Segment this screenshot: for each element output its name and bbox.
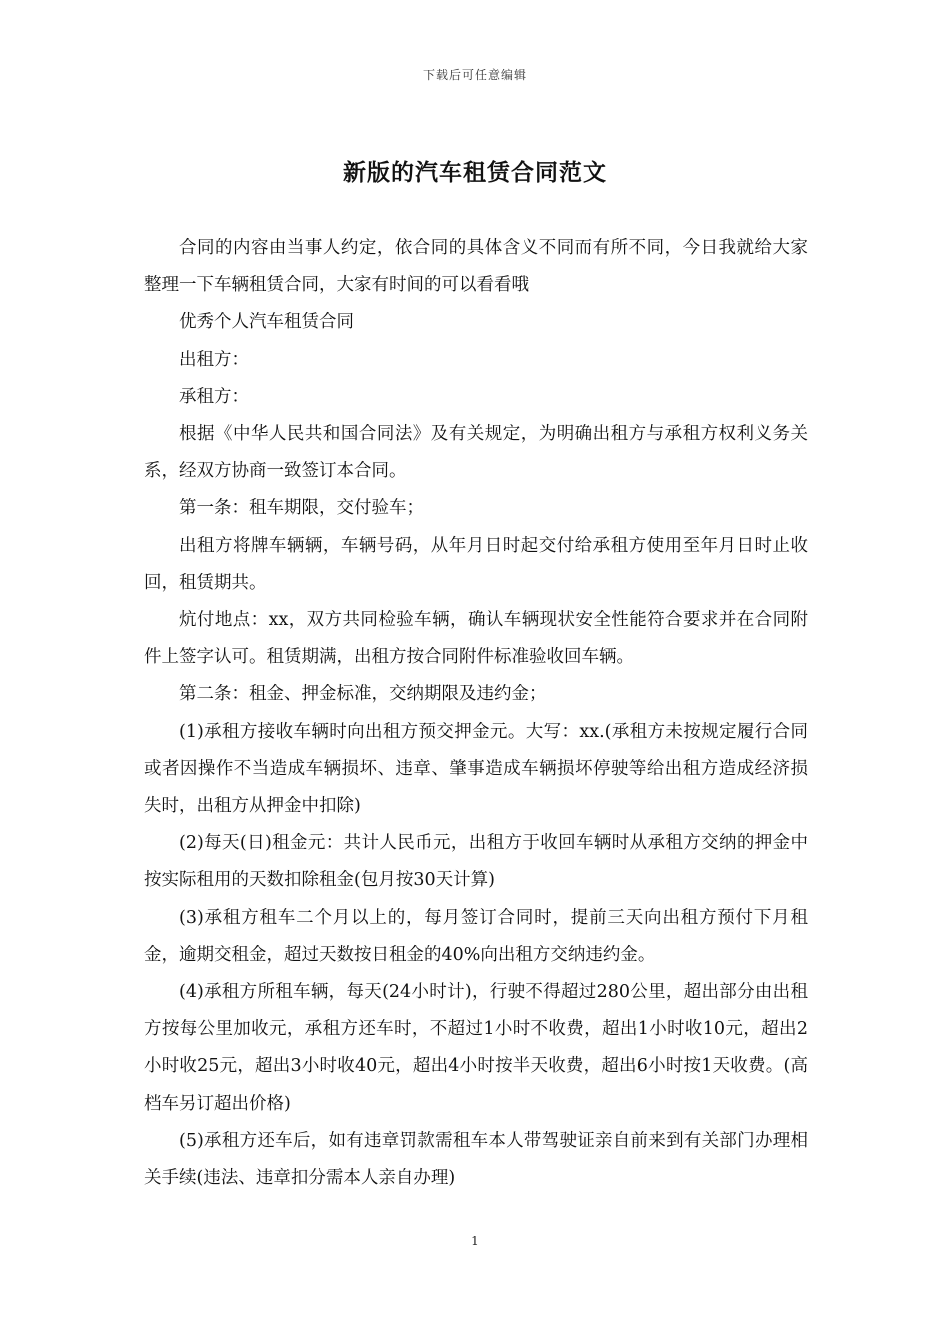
- legal-basis-paragraph: 根据《中华人民共和国合同法》及有关规定，为明确出租方与承租方权利义务关系，经双方协商一致签订本合同。: [144, 424, 808, 482]
- intro-paragraph: 合同的内容由当事人约定，依合同的具体含义不同而有所不同，今日我就给大家整理一下车辆租赁合同，大家有时间的可以看看哦: [144, 238, 808, 296]
- article-1-delivery-paragraph: 炕付地点：xx，双方共同检验车辆，确认车辆现状安全性能符合要求并在合同附件上签字认可。租赁期满，出租方按合同附件标准验收回车辆。: [144, 610, 808, 668]
- contract-heading: 优秀个人汽车租赁合同: [179, 312, 354, 333]
- article-2-heading: 第二条：租金、押金标准，交纳期限及违约金；: [179, 684, 547, 705]
- document-body: [144, 230, 808, 1197]
- header-note: 下载后可任意编辑: [422, 68, 527, 82]
- article-1-term-paragraph: 出租方将牌车辆辆，车辆号码，从年月日时起交付给承租方使用至年月日时止收回，租赁期共。: [144, 535, 808, 593]
- page-number: 1: [471, 1234, 479, 1248]
- document-title: 新版的汽车租赁合同范文: [343, 159, 607, 186]
- article-1-heading: 第一条：租车期限，交付验车；: [179, 498, 424, 519]
- clause-1-paragraph: (1)承租方接收车辆时向出租方预交押金元。大写：xx.(承租方未按规定履行合同或者因操作不当造成车辆损坏、违章、肇事造成车辆损坏停驶等给出租方造成经济损失时，出租方从押金中扣除): [144, 721, 808, 817]
- clause-2-paragraph: (2)每天(日)租金元：共计人民币元，出租方于收回车辆时从承租方交纳的押金中按实际租用的天数扣除租金(包月按30天计算): [144, 833, 808, 891]
- lessor-line: 出租方：: [179, 349, 249, 370]
- clause-3-paragraph: (3)承租方租车二个月以上的，每月签订合同时，提前三天向出租方预付下月租金，逾期交租金，超过天数按日租金的40%向出租方交纳违约金。: [144, 907, 808, 965]
- clause-5-paragraph: (5)承租方还车后，如有违章罚款需租车本人带驾驶证亲自前来到有关部门办理相关手续(违法、违章扣分需本人亲自办理): [144, 1130, 808, 1189]
- lessee-line: 承租方：: [179, 386, 249, 407]
- clause-4-paragraph: (4)承租方所租车辆，每天(24小时计)，行驶不得超过280公里，超出部分由出租方按每公里加收元，承租方还车时，不超过1小时不收费，超出1小时收10元，超出2小时收25元，超出3小时收40元，超出4小时按半天收费，超出6小时按1天收费。(高档车另订超出价格): [144, 982, 808, 1114]
